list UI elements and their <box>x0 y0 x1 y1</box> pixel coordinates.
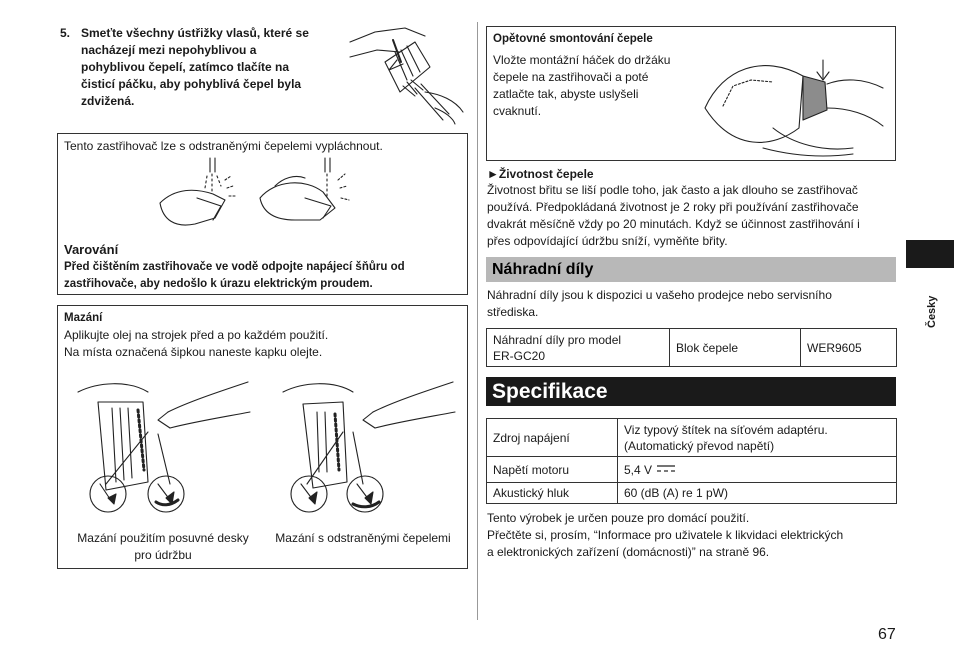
blade-life-line: Životnost břitu se liší podle toho, jak často a jak dlouho se zastřihovač <box>487 183 858 197</box>
blade-life-line: dvakrát měsíčně vždy po 20 minutách. Když se účinnost zastřihování i <box>487 217 860 231</box>
table-row <box>487 483 897 504</box>
caption-left <box>70 530 256 564</box>
blade-life-heading <box>487 166 594 183</box>
reassembly-text <box>493 52 670 120</box>
page-number: 67 <box>878 626 896 643</box>
parts-model-cell <box>487 329 670 367</box>
spec-value-line: Viz typový štítek na síťovém adaptéru. <box>624 422 828 437</box>
spec-value-cell <box>618 457 897 483</box>
blade-life-title: Životnost čepele <box>498 167 594 181</box>
language-tab-label: Česky <box>926 295 938 328</box>
blade-reassembly-illustration <box>703 48 893 156</box>
parts-table <box>486 328 897 367</box>
table-row <box>487 419 897 457</box>
spec-value-cell <box>618 419 897 457</box>
rinse-text: Tento zastřihovač lze s odstraněnými čepelemi vypláchnout. <box>64 139 383 153</box>
parts-model-line: Náhradní díly pro model <box>493 332 622 347</box>
oil-line: Aplikujte olej na strojek před a po každém použití. <box>64 328 329 342</box>
spec-label-cell: Napětí motoru <box>487 457 618 483</box>
blade-life-text <box>487 182 860 250</box>
reassembly-title: Opětovné smontování čepele <box>493 33 653 45</box>
spec-heading-bar <box>486 377 896 406</box>
oil-line: Na místa označená šipkou naneste kapku olejte. <box>64 345 323 359</box>
spec-notes <box>487 510 843 561</box>
parts-code-cell: WER9605 <box>801 329 897 367</box>
step5-line: čisticí páčku, aby pohyblivá čepel byla <box>81 77 302 91</box>
oil-text <box>64 327 328 361</box>
table-row <box>487 457 897 483</box>
caption-left-line: Mazání použitím posuvné desky <box>77 531 249 545</box>
spec-label-cell: Zdroj napájení <box>487 419 618 457</box>
step5-text <box>81 25 341 110</box>
parts-model-line: ER-GC20 <box>493 348 546 363</box>
parts-line: střediska. <box>487 305 539 319</box>
caption-right: Mazání s odstraněnými čepelemi <box>275 531 451 545</box>
language-tab-marker <box>906 240 954 268</box>
oiling-removed-blades-illustration <box>283 372 463 522</box>
column-divider <box>477 22 478 620</box>
spec-value-line: 60 (dB (A) re 1 pW) <box>624 486 729 500</box>
oil-title: Mazání <box>64 312 103 324</box>
table-row <box>487 329 897 367</box>
warning-title: Varování <box>64 242 119 257</box>
spec-label-cell: Akustický hluk <box>487 483 618 504</box>
step5-line: zdvižená. <box>81 94 135 108</box>
oiling-slide-plate-illustration <box>78 372 258 522</box>
spec-note-line: a elektronických zařízení (domácnosti)” na straně 96. <box>487 545 770 559</box>
spec-value-line: 5,4 V <box>624 462 653 477</box>
spec-note-line: Tento výrobek je určen pouze pro domácí použití. <box>487 511 750 525</box>
parts-heading-bar <box>486 257 896 282</box>
rinsing-illustration <box>155 158 355 230</box>
reassembly-line: cvaknutí. <box>493 104 542 118</box>
spec-heading: Specifikace <box>492 380 608 403</box>
reassembly-line: Vložte montážní háček do držáku <box>493 53 671 67</box>
parts-line: Náhradní díly jsou k dispozici u vašeho prodejce nebo servisního <box>487 288 832 302</box>
step5-line: pohyblivou čepelí, zatímco tlačíte na <box>81 60 290 74</box>
parts-part-cell: Blok čepele <box>670 329 801 367</box>
language-tab <box>910 276 938 336</box>
reassembly-line: zatlačte tak, abyste uslyšeli <box>493 87 639 101</box>
spec-note-line: Přečtěte si, prosím, “Informace pro uživatele k likvidaci elektrických <box>487 528 844 542</box>
spec-value-cell <box>618 483 897 504</box>
reassembly-line: čepele na zastřihovači a poté <box>493 70 649 84</box>
step5-line: Smeťte všechny ústřižky vlasů, které se <box>81 26 309 40</box>
warning-line: zastřihovače, aby nedošlo k úrazu elektrickým proudem. <box>64 278 373 290</box>
warning-line: Před čištěním zastřihovače ve vodě odpojte napájecí šňůru od <box>64 261 405 273</box>
parts-heading: Náhradní díly <box>492 261 594 278</box>
spec-value-line: (Automatický převod napětí) <box>624 438 775 453</box>
blade-life-line: používá. Předpokládaná životnost je 2 roky při používání zastřihovače <box>487 200 859 214</box>
blade-life-line: přes odpovídající údržbu sníží, vyměňte břity. <box>487 234 728 248</box>
parts-text <box>487 287 832 321</box>
dc-symbol-icon <box>657 465 675 473</box>
caption-left-line: pro údržbu <box>134 548 192 562</box>
step-number: 5. <box>60 26 71 40</box>
play-marker-icon: ► <box>487 167 499 181</box>
spec-table <box>486 418 897 504</box>
step5-line: nacházejí mezi nepohyblivou a <box>81 43 257 57</box>
brush-cleaning-illustration <box>345 22 465 124</box>
warning-text <box>64 259 405 293</box>
